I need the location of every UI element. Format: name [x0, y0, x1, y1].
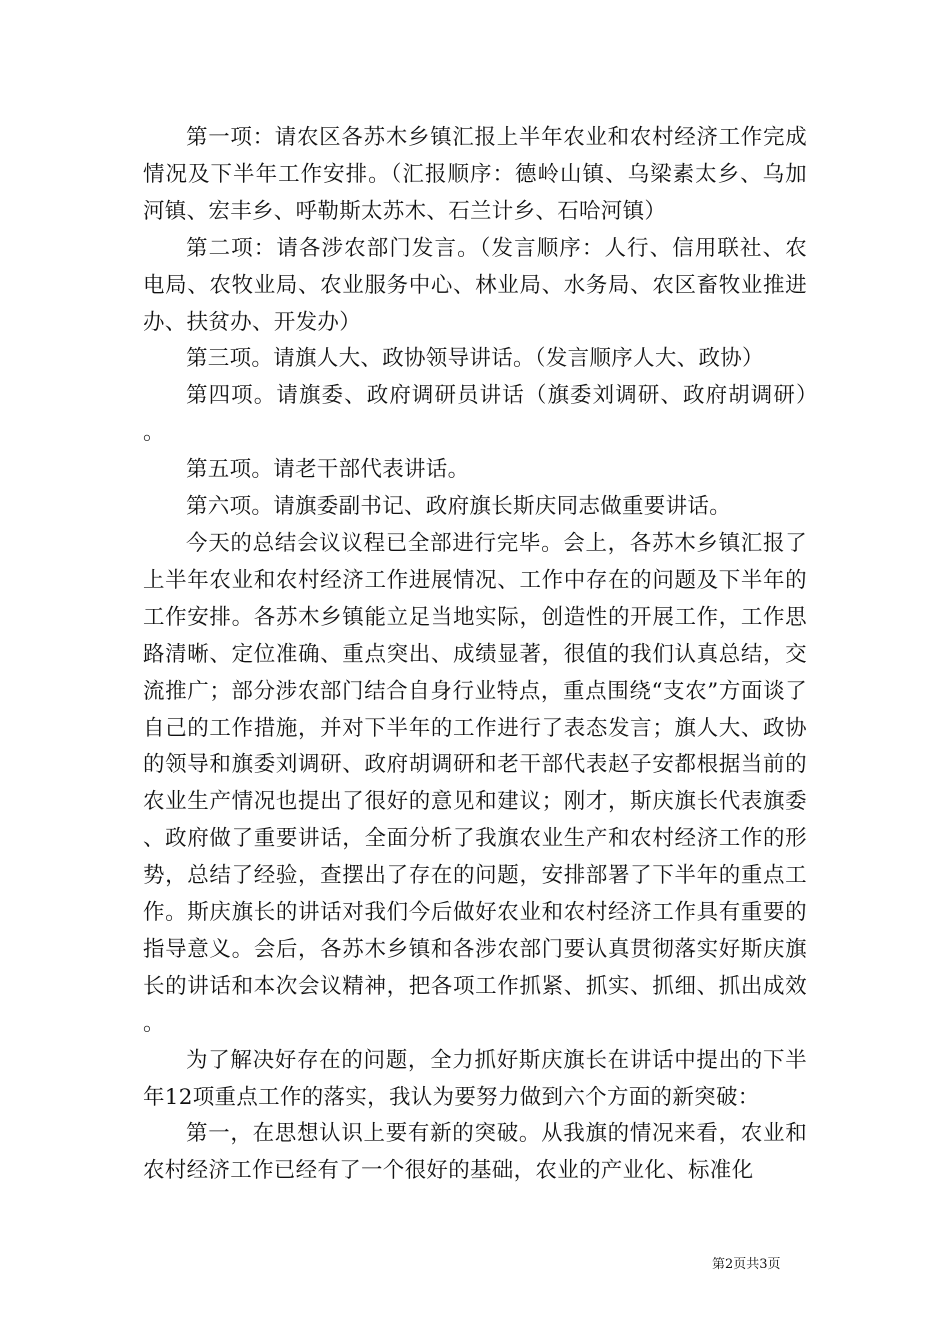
agenda-item-6: 第六项。请旗委副书记、政府旗长斯庆同志做重要讲话。 [186, 494, 732, 520]
agenda-item-3: 第三项。请旗人大、政协领导讲话。（发言顺序人大、政协） [186, 346, 764, 372]
goals-intro-paragraph: 为了解决好存在的问题，全力抓好斯庆旗长在讲话中提出的下半年12项重点工作的落实，我认为要努力做到六个方面的新突破： [143, 1047, 807, 1110]
page-number-footer [712, 1257, 781, 1273]
agenda-item-1: 第一项：请农区各苏木乡镇汇报上半年农业和农村经济工作完成情况及下半年工作安排。（汇报顺序：德岭山镇、乌梁素太乡、乌加河镇、宏丰乡、呼勒斯太苏木、石兰计乡、石哈河镇） [143, 125, 807, 224]
page-number-label: 第2页共3页 [712, 1257, 781, 1272]
agenda-item-4: 第四项。请旗委、政府调研员讲话（旗委刘调研、政府胡调研）。 [143, 383, 807, 446]
agenda-item-5: 第五项。请老干部代表讲话。 [186, 457, 470, 483]
summary-paragraph: 今天的总结会议议程已全部进行完毕。会上，各苏木乡镇汇报了上半年农业和农村经济工作进展情况、工作中存在的问题及下半年的工作安排。各苏木乡镇能立足当地实际，创造性的开展工作，工作思路清晰、定位准确、重点突出、成绩显著，很值的我们认真总结，交流推广；部分涉农部门结合自身行业特点，重点围绕“支农”方面谈了自己的工作措施，并对下半年的工作进行了表态发言；旗人大、政协的领导和旗委刘调研、政府胡调研和老干部代表赵子安都根据当前的农业生产情况也提出了很好的意见和建议；刚才，斯庆旗长代表旗委、政府做了重要讲话，全面分析了我旗农业生产和农村经济工作的形势，总结了经验，查摆出了存在的问题，安排部署了下半年的重点工作。斯庆旗长的讲话对我们今后做好农业和农村经济工作具有重要的指导意义。会后，各苏木乡镇和各涉农部门要认真贯彻落实好斯庆旗长的讲话和本次会议精神，把各项工作抓紧、抓实、抓细、抓出成效。 [143, 530, 807, 1036]
first-breakthrough-paragraph: 第一，在思想认识上要有新的突破。从我旗的情况来看，农业和农村经济工作已经有了一个很好的基础，农业的产业化、标准化 [143, 1121, 807, 1184]
agenda-item-2: 第二项：请各涉农部门发言。（发言顺序：人行、信用联社、农电局、农牧业局、农业服务中心、林业局、水务局、农区畜牧业推进办、扶贫办、开发办） [143, 235, 807, 335]
document-body [143, 120, 807, 1190]
